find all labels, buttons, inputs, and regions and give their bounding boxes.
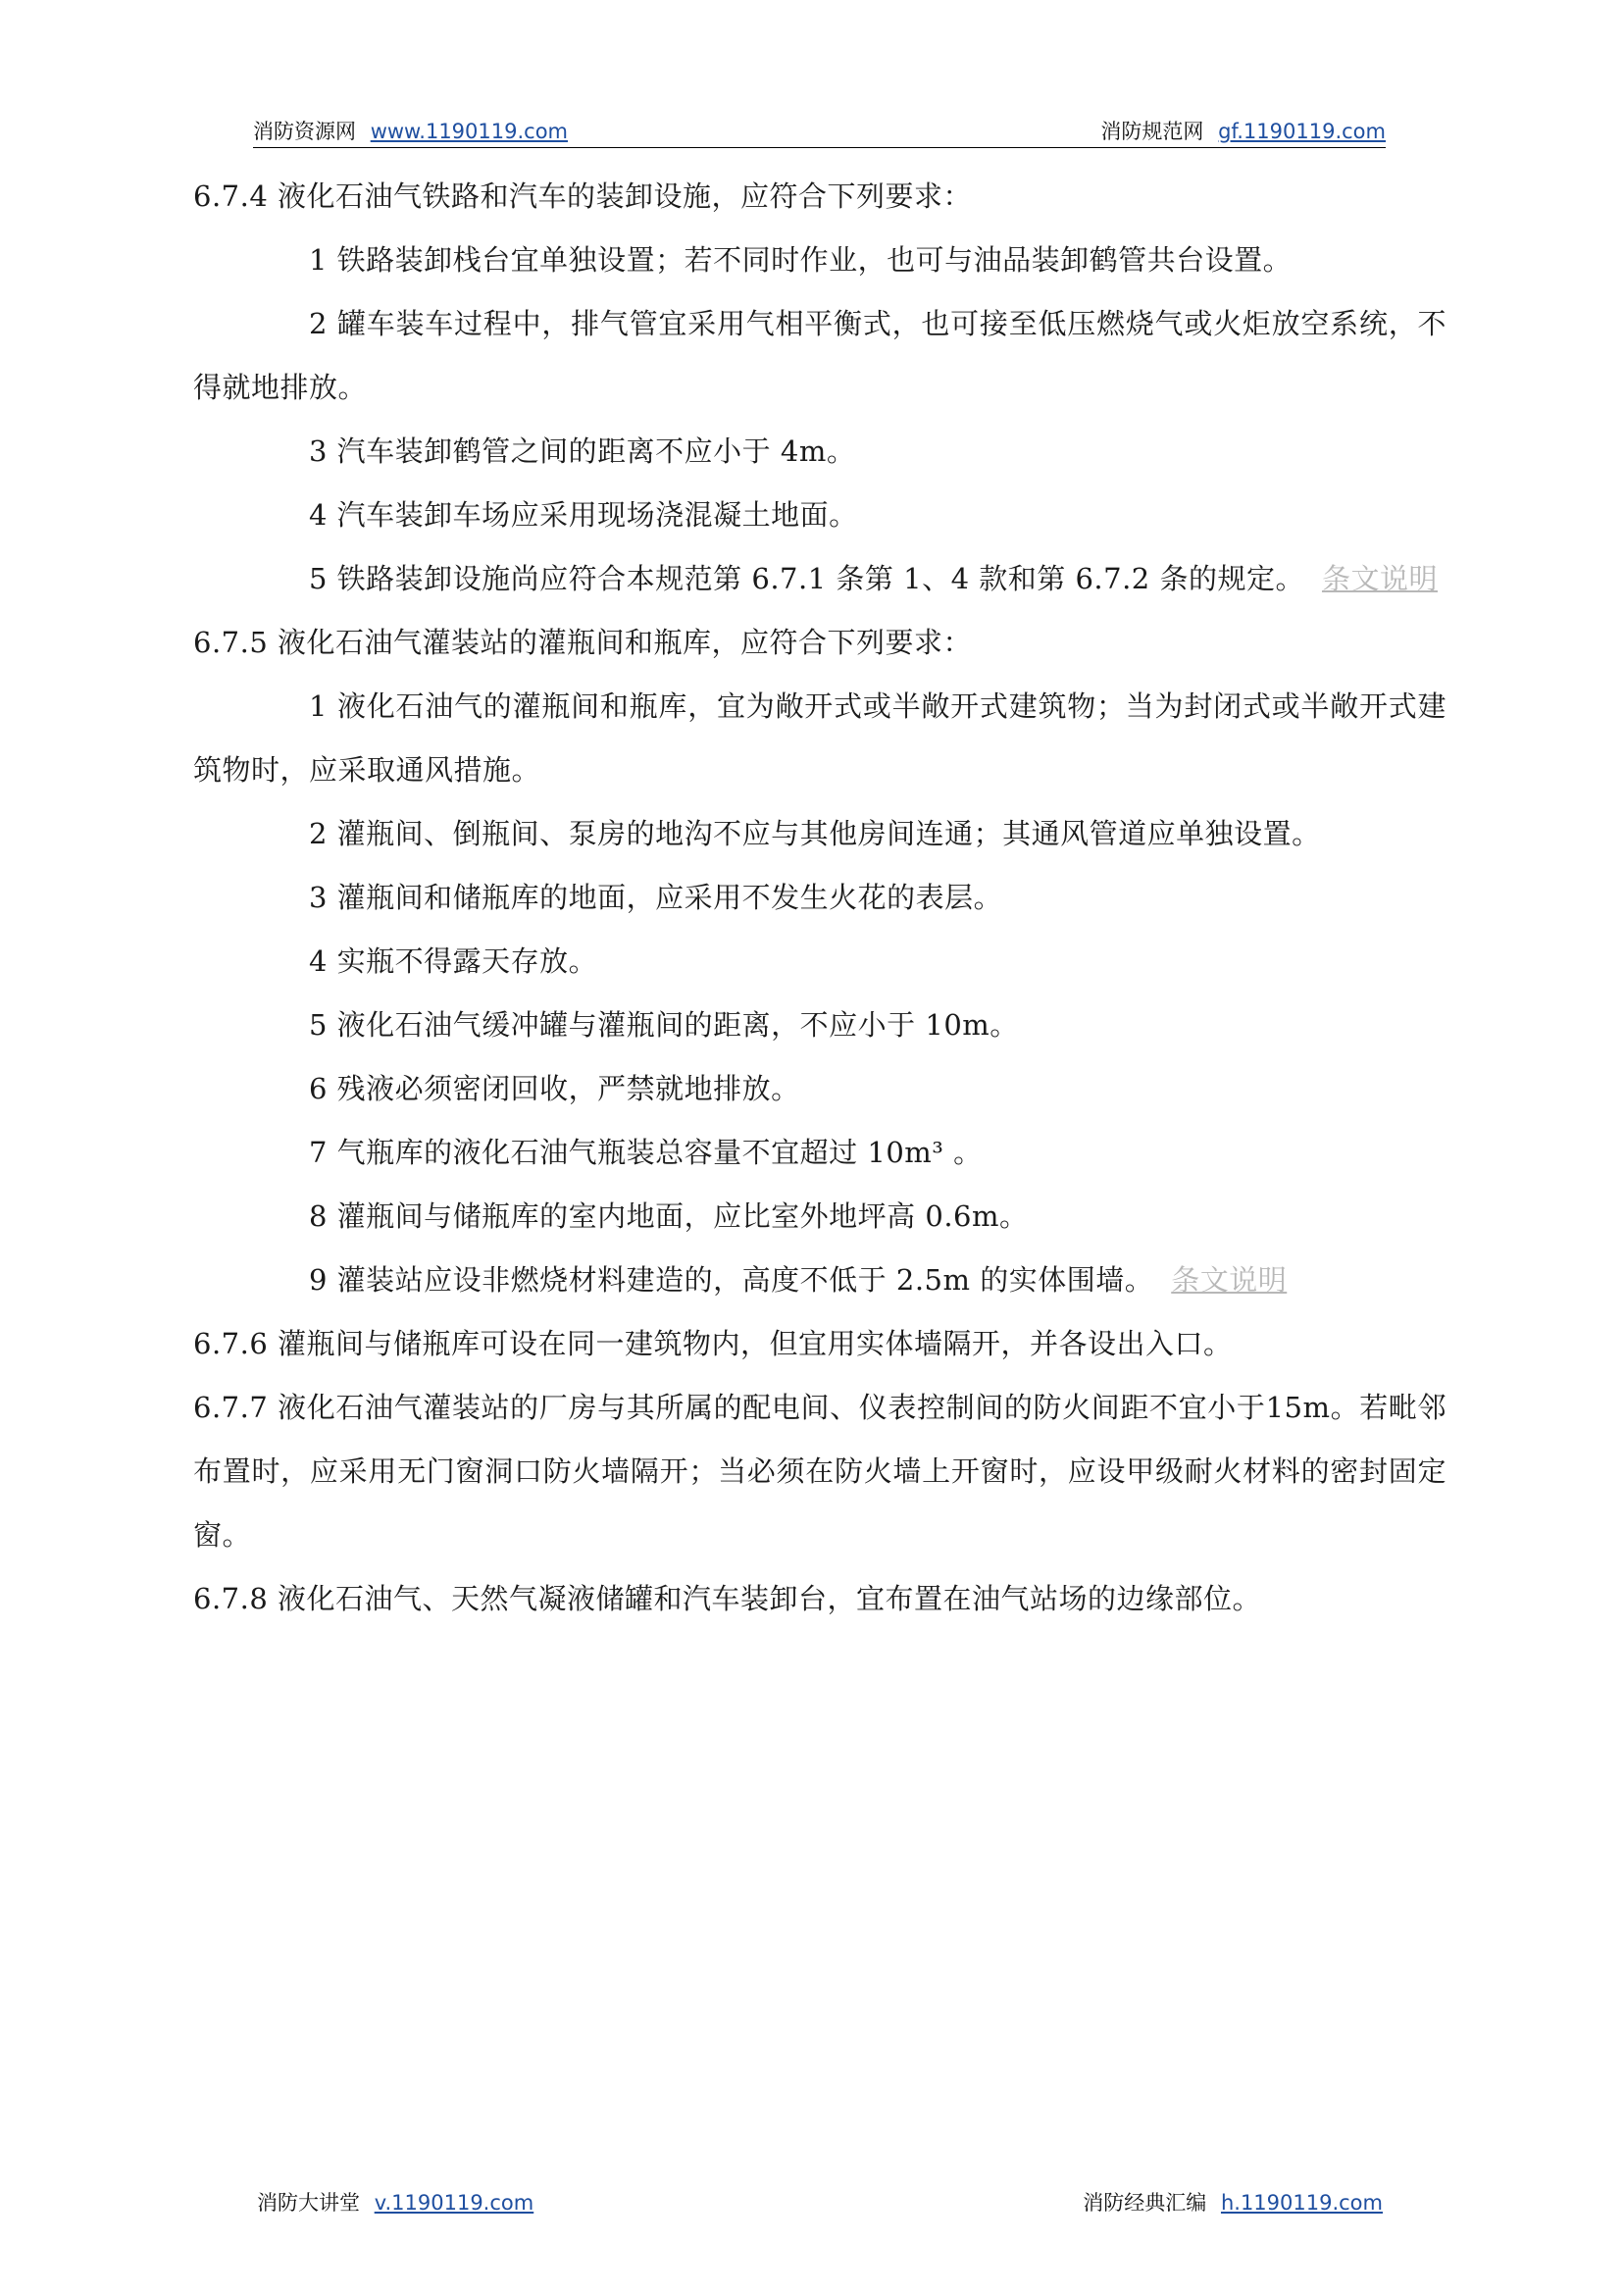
section-6-7-4-item-4: 4 汽车装卸车场应采用现场浇混凝土地面。 — [309, 498, 858, 532]
header-left — [253, 118, 568, 145]
footer-left-link[interactable]: v.1190119.com — [374, 2191, 534, 2215]
section-6-7-4-item-1: 1 铁路装卸栈台宜单独设置；若不同时作业，也可与油品装卸鹤管共台设置。 — [309, 243, 1293, 277]
clause-explanation-link-6-7-5[interactable]: 条文说明 — [1171, 1263, 1288, 1297]
section-6-7-8: 6.7.8 液化石油气、天然气凝液储罐和汽车装卸台，宜布置在油气站场的边缘部位。 — [193, 1582, 1262, 1615]
page-footer — [257, 2189, 1383, 2217]
header-right-link[interactable]: gf.1190119.com — [1218, 120, 1386, 143]
section-6-7-4-item-2: 2 罐车装车过程中，排气管宜采用气相平衡式，也可接至低压燃烧气或火炬放空系统，不得就地排放。 — [193, 307, 1446, 404]
section-6-7-4-title: 6.7.4 液化石油气铁路和汽车的装卸设施，应符合下列要求： — [193, 179, 973, 213]
section-6-7-5-item-2: 2 灌瓶间、倒瓶间、泵房的地沟不应与其他房间连通；其通风管道应单独设置。 — [309, 817, 1321, 850]
section-6-7-4-item-5 — [193, 547, 1446, 611]
header-left-site-name: 消防资源网 — [253, 120, 356, 143]
footer-left-site-name: 消防大讲堂 — [257, 2191, 360, 2215]
section-6-7-5-item-9-text: 9 灌装站应设非燃烧材料建造的，高度不低于 2.5m 的实体围墙。 — [309, 1263, 1154, 1297]
section-6-7-5-item-3: 3 灌瓶间和储瓶库的地面，应采用不发生火花的表层。 — [309, 881, 1003, 914]
footer-right-site-name: 消防经典汇编 — [1083, 2191, 1207, 2215]
header-right-site-name: 消防规范网 — [1100, 120, 1204, 143]
section-6-7-5-item-8: 8 灌瓶间与储瓶库的室内地面，应比室外地坪高 0.6m。 — [309, 1199, 1029, 1233]
section-6-7-4-item-5-text: 5 铁路装卸设施尚应符合本规范第 6.7.1 条第 1、4 款和第 6.7.2 条的规定。 — [309, 562, 1304, 595]
footer-left — [257, 2189, 533, 2217]
section-6-7-5-item-7: 7 气瓶库的液化石油气瓶装总容量不宜超过 10m³ 。 — [309, 1136, 983, 1169]
clause-explanation-link-6-7-4[interactable]: 条文说明 — [1321, 562, 1438, 595]
header-left-link[interactable]: www.1190119.com — [370, 120, 569, 143]
header-right — [1100, 118, 1386, 145]
section-6-7-5-item-6: 6 残液必须密闭回收，严禁就地排放。 — [309, 1072, 800, 1105]
section-6-7-4-item-3: 3 汽车装卸鹤管之间的距离不应小于 4m。 — [309, 434, 856, 468]
footer-right — [1083, 2189, 1383, 2217]
document-body — [193, 165, 1446, 1631]
section-6-7-5-item-4: 4 实瓶不得露天存放。 — [309, 944, 598, 978]
section-6-7-7: 6.7.7 液化石油气灌装站的厂房与其所属的配电间、仪表控制间的防火间距不宜小于15m。若毗邻布置时，应采用无门窗洞口防火墙隔开；当必须在防火墙上开窗时，应设甲级耐火材料的密封固定窗。 — [193, 1391, 1446, 1552]
section-6-7-5-title: 6.7.5 液化石油气灌装站的灌瓶间和瓶库，应符合下列要求： — [193, 626, 973, 659]
section-6-7-5-item-9 — [193, 1249, 1446, 1312]
section-6-7-5-item-1: 1 液化石油气的灌瓶间和瓶库，宜为敞开式或半敞开式建筑物；当为封闭式或半敞开式建筑物时，应采取通风措施。 — [193, 689, 1446, 787]
section-6-7-5-item-5: 5 液化石油气缓冲罐与灌瓶间的距离，不应小于 10m。 — [309, 1008, 1019, 1042]
page-header — [253, 118, 1386, 148]
footer-right-link[interactable]: h.1190119.com — [1220, 2191, 1383, 2215]
section-6-7-6: 6.7.6 灌瓶间与储瓶库可设在同一建筑物内，但宜用实体墙隔开，并各设出入口。 — [193, 1327, 1233, 1360]
